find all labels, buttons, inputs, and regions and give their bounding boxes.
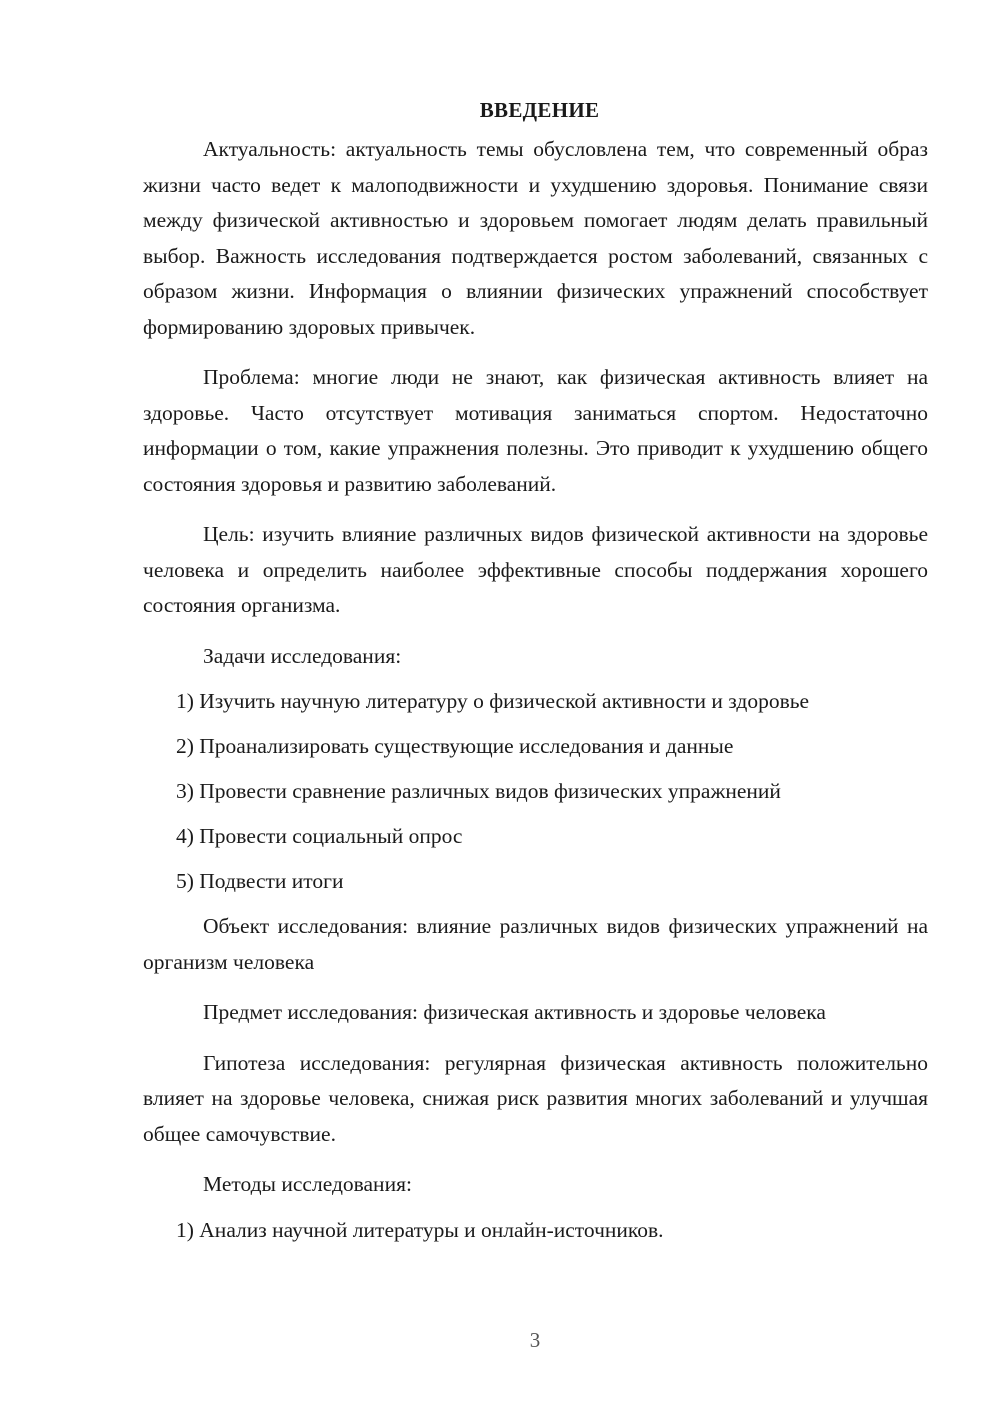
list-item: 1) Изучить научную литературу о физической активности и здоровье <box>176 689 810 713</box>
paragraph-hypothesis: Гипотеза исследования: регулярная физическая активность положительно влияет на здоровье человека, снижая риск развития многих заболеваний и улучшая общее самочувствие. <box>143 1050 928 1146</box>
page-number: 3 <box>529 1328 541 1352</box>
paragraph-subject: Предмет исследования: физическая активность и здоровье человека <box>203 1000 826 1024</box>
list-item: 2) Проанализировать существующие исследования и данные <box>176 734 734 758</box>
paragraph-object: Объект исследования: влияние различных видов физических упражнений на организм человека <box>143 914 928 974</box>
methods-heading: Методы исследования: <box>203 1172 412 1196</box>
page-title: ВВЕДЕНИЕ <box>479 98 600 122</box>
list-item: 5) Подвести итоги <box>176 869 344 893</box>
paragraph-goal: Цель: изучить влияние различных видов физической активности на здоровье человека и определить наиболее эффективные способы поддержания хорошего состояния организма. <box>143 522 928 617</box>
paragraph-problem: Проблема: многие люди не знают, как физическая активность влияет на здоровье. Часто отсутствует мотивация заниматься спортом. Недостаточно информации о том, какие упражнения полезны. Это приводит к ухудшению общего состояния здоровья и развитию заболеваний. <box>143 365 928 496</box>
list-item: 4) Провести социальный опрос <box>176 824 463 848</box>
list-item: 1) Анализ научной литературы и онлайн-источников. <box>176 1217 664 1242</box>
methods-list <box>143 1213 928 1249</box>
tasks-heading: Задачи исследования: <box>203 643 402 668</box>
tasks-list <box>143 684 928 900</box>
list-item: 3) Провести сравнение различных видов физических упражнений <box>176 779 781 803</box>
document-page <box>143 92 928 1258</box>
paragraph-relevance: Актуальность: актуальность темы обусловлена тем, что современный образ жизни часто ведет к малоподвижности и ухудшению здоровья. Понимание связи между физической активностью и здоровьем помогает людям делать правильный выбор. Важность исследования подтверждается ростом заболеваний, связанных с образом жизни. Информация о влиянии физических упражнений способствует формированию здоровых привычек. <box>143 137 928 339</box>
